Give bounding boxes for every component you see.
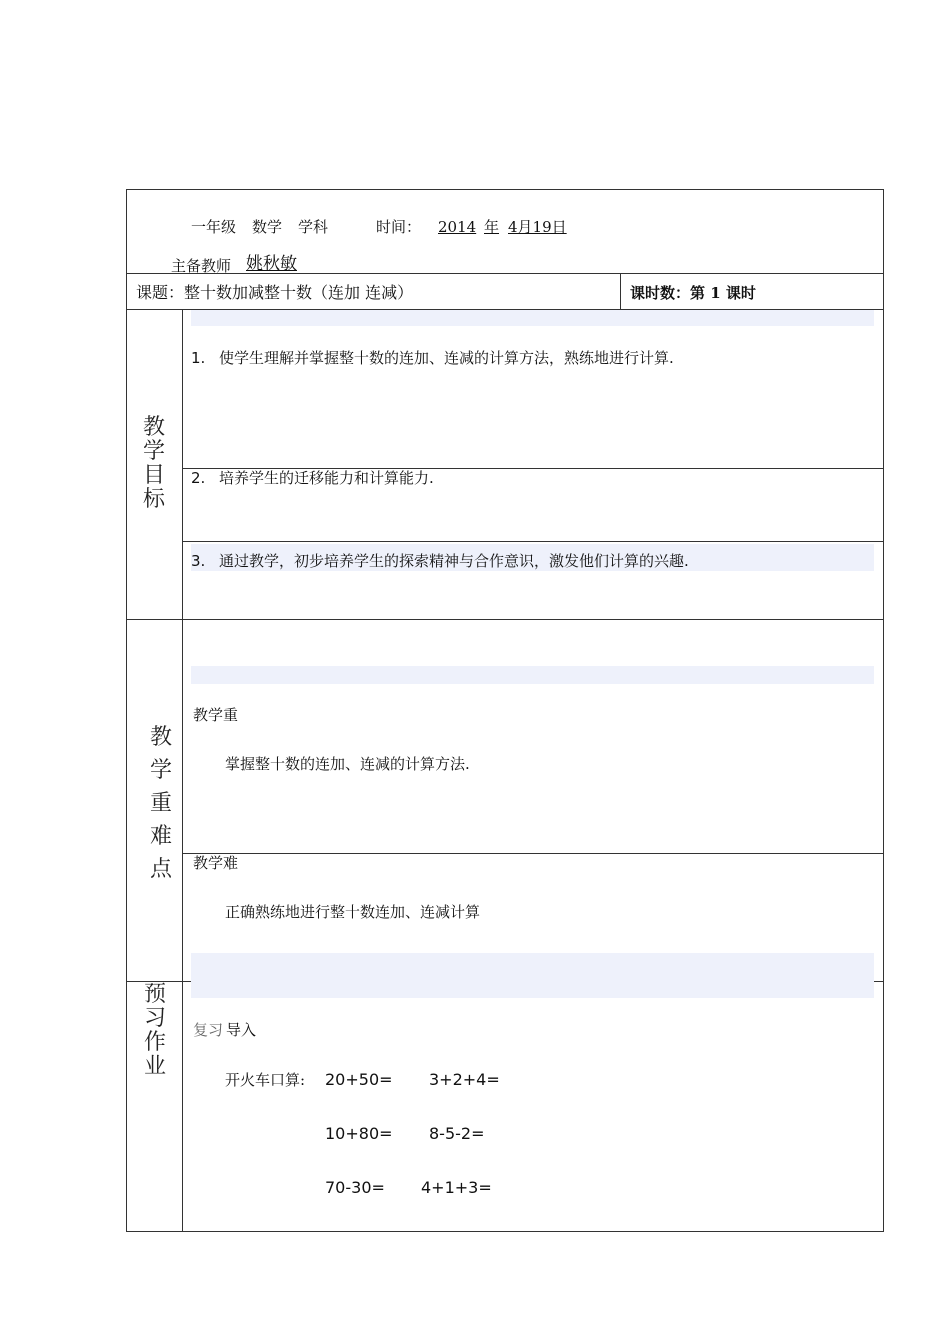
exercise: 4+1+3= xyxy=(421,1178,492,1197)
topic-label: 课题：整十数加减整十数（连加 连减） xyxy=(136,283,414,302)
exercise: 8-5-2= xyxy=(429,1124,485,1143)
grade: 一年级 xyxy=(191,218,237,236)
preview-title-part2: 导入 xyxy=(226,1021,257,1039)
key-point-text: 掌握整十数的连加、连减的计算方法. xyxy=(225,755,470,773)
train-label: 开火车口算: xyxy=(225,1071,306,1089)
objective-number: 1. xyxy=(191,349,206,367)
difficult-point-title: 教学难 xyxy=(193,854,239,872)
time-label: 时间： xyxy=(376,218,422,236)
teacher-label: 主备教师 xyxy=(171,257,232,275)
date-year: 2014 xyxy=(438,218,477,236)
highlight-band xyxy=(191,953,874,998)
table-border-left xyxy=(126,189,127,1232)
objective-text: 培养学生的迁移能力和计算能力. xyxy=(219,469,434,487)
key-point-title: 教学重 xyxy=(193,706,239,724)
objectives-side-label: 教 学 目 标 xyxy=(142,415,165,512)
difficult-point-text: 正确熟练地进行整十数连加、连减计算 xyxy=(225,903,481,921)
keypoints-side-label: 教 学 重 难 点 xyxy=(149,725,172,882)
table-border-right xyxy=(883,189,884,1232)
exercise: 3+2+4= xyxy=(429,1070,500,1089)
teacher-name: 姚秋敏 xyxy=(246,254,297,274)
date-rest: 4月19日 xyxy=(508,218,567,236)
objective-number: 3. xyxy=(191,552,206,570)
section-divider-keypoints xyxy=(126,619,884,620)
objective-divider-2 xyxy=(182,541,884,542)
highlight-band xyxy=(191,666,874,684)
exercise: 20+50= xyxy=(325,1070,393,1089)
date-year-unit: 年 xyxy=(484,218,500,236)
topic-cell-divider xyxy=(620,273,621,310)
table-border-top xyxy=(126,189,884,190)
exercise: 10+80= xyxy=(325,1124,393,1143)
keypoint-divider xyxy=(182,853,884,854)
preview-side-label: 预 习 作 业 xyxy=(143,982,166,1079)
preview-title-part1: 复习 xyxy=(193,1021,224,1039)
table-border-bottom xyxy=(126,1231,884,1232)
subject: 数学 xyxy=(252,218,283,236)
row-divider-header xyxy=(126,273,884,274)
highlight-band xyxy=(191,310,874,326)
exercise: 70-30= xyxy=(325,1178,385,1197)
lesson-hours: 课时数：第 1 课时 xyxy=(630,284,756,302)
objective-text: 使学生理解并掌握整十数的连加、连减的计算方法，熟练地进行计算. xyxy=(219,349,674,367)
objective-number: 2. xyxy=(191,469,206,487)
side-column-divider xyxy=(182,309,183,1232)
objective-text: 通过教学，初步培养学生的探索精神与合作意识，激发他们计算的兴趣. xyxy=(219,552,689,570)
subject-suffix: 学科 xyxy=(298,218,329,236)
